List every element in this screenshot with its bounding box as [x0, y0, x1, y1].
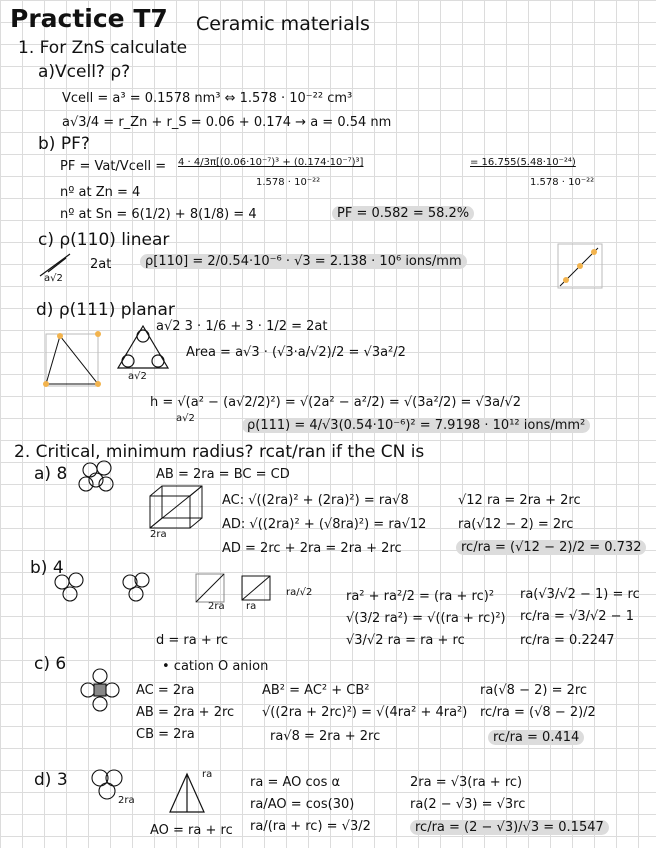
q2d-m1: ra = AO cos α — [250, 775, 341, 790]
q2d-r3: rc/ra = (2 − √3)/√3 = 0.1547 — [410, 820, 609, 835]
page-title: Practice T7 — [10, 4, 168, 33]
q2a-label: a) 8 — [34, 464, 68, 484]
q1d-rho: ρ(111) = 4/√3(0.54·10⁻⁶)² = 7.9198 · 10¹² ions/mm² — [242, 418, 590, 433]
q1c-small: a√2 — [44, 273, 63, 284]
q2a-atom-cluster — [79, 461, 113, 491]
q2a-2ra: 2ra — [150, 529, 167, 540]
q1d-a2: a√2 — [128, 371, 147, 382]
q2b-raroot: ra/√2 — [286, 587, 313, 598]
q1b-pf-den2: 1.578 · 10⁻²² — [530, 177, 595, 188]
q2c-r1: ra(√8 − 2) = 2rc — [480, 683, 588, 698]
q2c-m1: AB² = AC² + CB² — [262, 683, 370, 698]
q2d-label: d) 3 — [34, 770, 68, 790]
q2c-m2: √((2ra + 2rc)²) = √(4ra² + 4ra²) — [262, 705, 468, 720]
q2-heading: 2. Critical, minimum radius? rcat/ran if the CN is — [14, 442, 425, 462]
q2c-legend: • cation O anion — [162, 659, 269, 674]
q2d-m2: ra/AO = cos(30) — [250, 797, 355, 812]
q2b-m1: ra² + ra²/2 = (ra + rc)² — [346, 589, 495, 604]
q1c-cube-sketch — [558, 244, 602, 288]
q1b-pf-num2: = 16.755(5.48·10⁻²⁴) — [470, 157, 576, 168]
page-subtitle: Ceramic materials — [196, 13, 370, 35]
q2b-label: b) 4 — [30, 558, 64, 578]
q2a-eq1: AB = 2ra = BC = CD — [156, 467, 290, 482]
q2b-2ra: 2ra — [208, 601, 225, 612]
q1c-label: c) ρ(110) linear — [38, 230, 170, 250]
q2d-triangle-sketch — [170, 774, 204, 812]
q1b-pf-den1: 1.578 · 10⁻²² — [256, 177, 321, 188]
q1b-n-s: nº at Sn = 6(1/2) + 8(1/8) = 4 — [60, 207, 257, 222]
q2b-m2: √(3/2 ra²) = √((ra + rc)²) — [346, 611, 506, 626]
q1d-h: h = √(a² − (a√2/2)²) = √(2a² − a²/2) = √(3a²/2) = √3a/√2 — [150, 395, 522, 410]
q2b-r1: ra(√3/√2 − 1) = rc — [520, 587, 640, 602]
q2c-l1: AC = 2ra — [136, 683, 195, 698]
q1d-line2: Area = a√3 · (√3·a/√2)/2 = √3a²/2 — [186, 345, 406, 360]
q2a-r2: ra(√12 − 2) = 2rc — [458, 517, 574, 532]
q1b-n-zn: nº at Zn = 4 — [60, 185, 141, 200]
q2a-eq3: AD: √((2ra)² + (√8ra)²) = ra√12 — [222, 517, 427, 532]
q2c-r3: rc/ra = 0.414 — [488, 730, 584, 745]
q2d-r2: ra(2 − √3) = √3rc — [410, 797, 526, 812]
q2a-eq2: AC: √((2ra)² + (2ra)²) = ra√8 — [222, 493, 409, 508]
q2a-cube-sketch — [150, 486, 202, 528]
q2b-ra: ra — [246, 601, 257, 612]
q1a-line1: Vcell = a³ = 0.1578 nm³ ⇔ 1.578 · 10⁻²² cm³ — [62, 91, 353, 106]
q2d-ra: ra — [202, 769, 213, 780]
q1c-twoat: 2at — [90, 257, 112, 272]
q1b-result: PF = 0.582 = 58.2% — [332, 206, 474, 221]
q2d-ao: AO = ra + rc — [150, 823, 233, 838]
q2d-r1: 2ra = √3(ra + rc) — [410, 775, 523, 790]
q1d-triangle-sketch — [118, 326, 168, 368]
q2b-atom-cluster — [55, 573, 149, 601]
q1-heading: 1. For ZnS calculate — [18, 38, 188, 58]
q1a-line2: a√3/4 = r_Zn + r_S = 0.06 + 0.174 → a = 0.54 nm — [62, 115, 392, 130]
q2c-m3: ra√8 = 2ra + 2rc — [270, 729, 381, 744]
q1d-plane-sketch — [43, 331, 101, 387]
q1d-line1: a√2 3 · 1/6 + 3 · 1/2 = 2at — [156, 319, 328, 334]
q2b-r2: rc/ra = √3/√2 − 1 — [520, 609, 634, 624]
q2d-atom-cluster — [92, 770, 122, 799]
q2b-m3: √3/√2 ra = ra + rc — [346, 633, 465, 648]
q2a-r1: √12 ra = 2ra + 2rc — [458, 493, 581, 508]
q1a-label: a)Vcell? ρ? — [38, 62, 131, 82]
q2c-r2: rc/ra = (√8 − 2)/2 — [480, 705, 596, 720]
q2c-atom-cluster — [81, 669, 119, 711]
q2d-2ra: 2ra — [118, 795, 135, 806]
q2a-r3: rc/ra = (√12 − 2)/2 = 0.732 — [456, 540, 646, 555]
q2b-d: d = ra + rc — [156, 633, 229, 648]
q1d-h2: a√2 — [176, 413, 195, 424]
q2c-l3: CB = 2ra — [136, 727, 195, 742]
q1b-label: b) PF? — [38, 134, 90, 154]
q2b-r3: rc/ra = 0.2247 — [520, 633, 615, 648]
q2c-label: c) 6 — [34, 654, 67, 674]
q2d-m3: ra/(ra + rc) = √3/2 — [250, 819, 371, 834]
q1b-pf-num1: 4 · 4/3π[(0.06·10⁻⁷)³ + (0.174·10⁻⁷)³] — [178, 157, 364, 168]
q2b-square-sketch — [196, 574, 270, 602]
q2a-eq4: AD = 2rc + 2ra = 2ra + 2rc — [222, 541, 402, 556]
q2c-l2: AB = 2ra + 2rc — [136, 705, 235, 720]
q1c-diagonal-sketch — [40, 254, 70, 276]
q1c-eq: ρ[110] = 2/0.54·10⁻⁶ · √3 = 2.138 · 10⁶ ions/mm — [140, 254, 467, 269]
q1d-label: d) ρ(111) planar — [36, 300, 175, 320]
q1b-pf-lhs: PF = Vat/Vcell = — [60, 159, 167, 174]
